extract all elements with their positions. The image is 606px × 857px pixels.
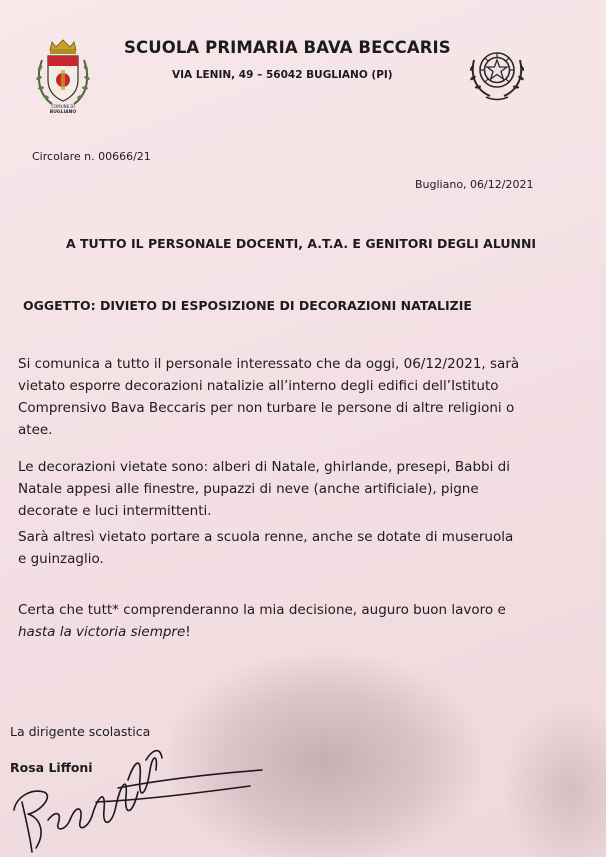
recipients-heading: A TUTTO IL PERSONALE DOCENTI, A.T.A. E GENITORI DEGLI ALUNNI (66, 236, 537, 251)
body-line: Certa che tutt* comprenderanno la mia decisione, auguro buon lavoro e (18, 602, 506, 618)
body-line: Comprensivo Bava Beccaris per non turbare le persone di altre religioni o (18, 400, 515, 416)
body-paragraph-4 (18, 599, 506, 643)
school-name: SCUOLA PRIMARIA BAVA BECCARIS (124, 38, 451, 57)
body-line: decorate e luci intermittenti. (18, 503, 212, 519)
place-date: Bugliano, 06/12/2021 (415, 178, 534, 191)
body-line: Si comunica a tutto il personale interessato che da oggi, 06/12/2021, sarà (18, 356, 520, 372)
body-line: vietato esporre decorazioni natalizie all’interno degli edifici dell’Istituto (18, 378, 499, 394)
school-address: VIA LENIN, 49 – 56042 BUGLIANO (PI) (172, 69, 393, 81)
body-line: Le decorazioni vietate sono: alberi di Natale, ghirlande, presepi, Babbi di (18, 459, 510, 475)
signatory-name: Rosa Liffoni (10, 760, 93, 775)
body-line: Natale appesi alle finestre, pupazzi di neve (anche artificiale), pigne (18, 481, 479, 497)
body-paragraph-2 (18, 456, 510, 522)
body-line-closing (18, 621, 506, 643)
scan-shadow-right (500, 700, 606, 857)
handwritten-signature-icon (0, 740, 300, 857)
body-line: Sarà altresì vietato portare a scuola renne, anche se dotate di museruola (18, 529, 514, 545)
closing-punctuation: ! (185, 624, 191, 640)
circular-number: Circolare n. 00666/21 (32, 150, 151, 163)
municipal-crest-icon (32, 36, 94, 116)
crest-caption-top: COMUNE DI (51, 104, 75, 109)
republic-emblem-icon (466, 42, 528, 102)
closing-motto: hasta la victoria siempre (18, 624, 186, 640)
body-line: atee. (18, 422, 53, 438)
signatory-role: La dirigente scolastica (10, 724, 151, 739)
body-line: e guinzaglio. (18, 551, 104, 567)
body-paragraph-3 (18, 526, 513, 570)
subject-heading: OGGETTO: DIVIETO DI ESPOSIZIONE DI DECORAZIONI NATALIZIE (23, 298, 472, 313)
crest-caption-bottom: BUGLIANO (49, 110, 77, 115)
body-paragraph-1 (18, 353, 519, 441)
